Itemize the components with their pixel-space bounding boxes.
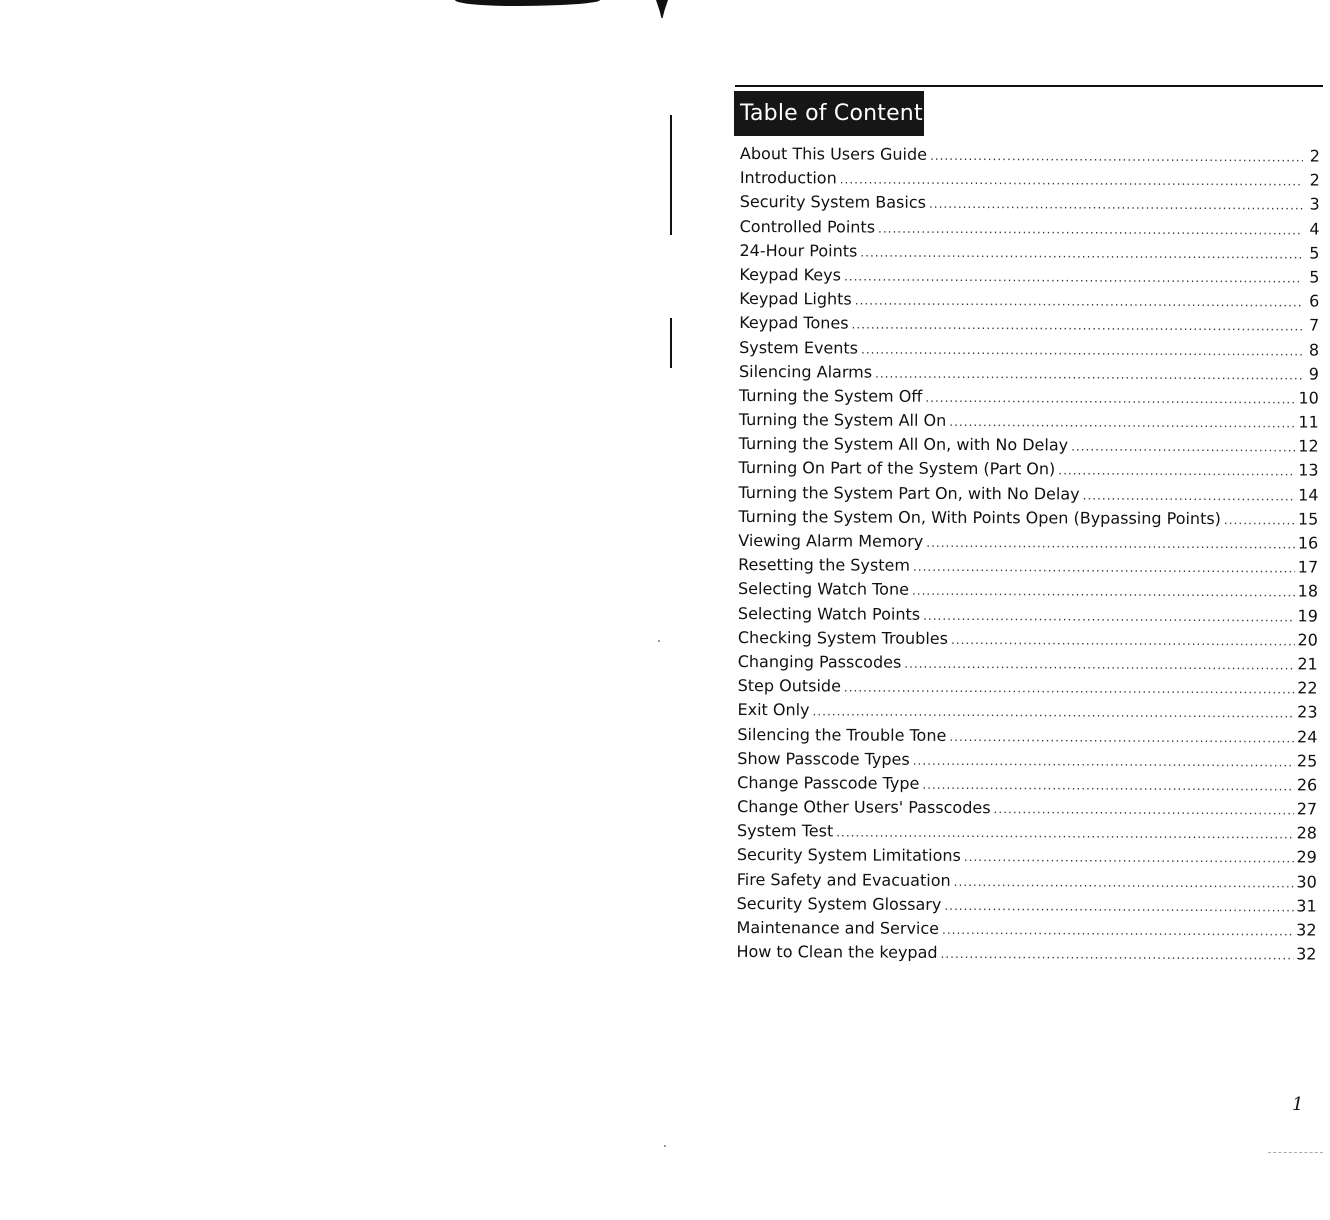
toc-entry-page: 29 (1296, 847, 1317, 867)
toc-entry (737, 747, 1317, 774)
toc-header-rule (735, 85, 1323, 87)
toc-dot-leader (923, 603, 1295, 629)
toc-entry-label: Security System Glossary (736, 893, 942, 914)
toc-entry-page: 32 (1296, 920, 1317, 940)
toc-entry-page: 13 (1298, 460, 1319, 480)
toc-entry-page: 17 (1297, 557, 1319, 577)
toc-entry (738, 602, 1318, 629)
toc-entry-label: 24-Hour Points (739, 240, 858, 261)
toc-entry (737, 819, 1317, 846)
toc-dot-leader (930, 144, 1303, 170)
toc-entry-label: System Test (736, 821, 834, 841)
scan-artifact-dot (658, 640, 660, 642)
toc-entry (739, 384, 1319, 411)
toc-entry-page: 11 (1298, 412, 1319, 432)
toc-list (736, 142, 1320, 967)
toc-entry-label: Selecting Watch Points (737, 603, 921, 624)
toc-entry-label: Turning the System On, With Points Open (Bypassing Points) (738, 506, 1221, 528)
toc-entry-page: 26 (1296, 775, 1318, 795)
toc-dot-leader (929, 192, 1303, 218)
toc-entry-page: 18 (1297, 581, 1319, 601)
toc-entry (738, 505, 1318, 532)
toc-entry (739, 335, 1319, 362)
toc-entry-label: Silencing Alarms (738, 361, 873, 382)
toc-entry-label: Silencing the Trouble Tone (737, 724, 947, 745)
toc-entry-label: Controlled Points (739, 216, 876, 237)
toc-dot-leader (1083, 483, 1296, 508)
scan-artifact-vertical-line (670, 115, 672, 235)
toc-entry (737, 722, 1317, 749)
toc-dot-leader (942, 918, 1293, 944)
toc-dot-leader (878, 216, 1303, 242)
toc-entry-label: Keypad Lights (739, 289, 852, 309)
scan-artifact-dot (664, 1145, 666, 1147)
toc-entry-page: 7 (1308, 315, 1320, 335)
toc-entry-page: 23 (1297, 702, 1318, 722)
scan-artifact-top-bar (455, 0, 600, 6)
toc-entry (737, 868, 1317, 895)
toc-dot-leader (855, 289, 1303, 315)
toc-dot-leader (1071, 435, 1295, 460)
toc-entry-label: Turning the System Off (738, 385, 923, 406)
toc-entry (737, 698, 1317, 725)
toc-entry-label: Security System Limitations (736, 845, 961, 866)
toc-entry (739, 311, 1319, 338)
toc-entry (739, 456, 1319, 483)
toc-entry-page: 32 (1296, 944, 1317, 964)
toc-dot-leader (904, 652, 1294, 678)
toc-dot-leader (926, 531, 1295, 557)
toc-entry (739, 239, 1319, 266)
toc-entry-label: Turning On Part of the System (Part On) (738, 458, 1056, 479)
toc-entry-page: 9 (1308, 364, 1320, 384)
toc-entry-page: 2 (1309, 146, 1320, 166)
toc-entry (739, 287, 1319, 314)
toc-entry (738, 626, 1318, 653)
toc-entry-label: Turning the System All On, with No Delay (738, 434, 1069, 455)
toc-dot-leader (922, 773, 1294, 799)
toc-entry-page: 3 (1309, 194, 1320, 214)
page-title: Table of Contents (734, 91, 924, 136)
toc-entry (739, 263, 1319, 290)
toc-entry-label: Checking System Troubles (737, 627, 949, 648)
toc-dot-leader (844, 264, 1303, 290)
toc-entry-page: 2 (1309, 170, 1320, 190)
toc-dot-leader (913, 555, 1295, 581)
toc-entry-label: Viewing Alarm Memory (738, 530, 924, 551)
toc-dot-leader (860, 240, 1302, 266)
toc-entry-page: 21 (1297, 654, 1318, 674)
toc-entry (740, 142, 1320, 169)
toc-entry (737, 843, 1317, 870)
scan-artifact-dash (1268, 1152, 1323, 1153)
toc-entry-label: Keypad Tones (739, 313, 849, 333)
toc-dot-leader (812, 700, 1294, 726)
toc-entry-page: 5 (1309, 243, 1320, 263)
toc-dot-leader (964, 845, 1294, 871)
toc-entry (738, 650, 1318, 677)
toc-entry-label: Selecting Watch Tone (738, 579, 910, 600)
toc-entry-page: 6 (1309, 291, 1320, 311)
toc-entry-page: 25 (1296, 751, 1318, 771)
toc-entry-page: 24 (1297, 726, 1318, 747)
toc-dot-leader (1058, 459, 1295, 484)
toc-dot-leader (844, 676, 1294, 702)
toc-entry-label: How to Clean the keypad (736, 942, 938, 963)
toc-entry (736, 940, 1316, 967)
toc-entry-page: 27 (1296, 799, 1318, 819)
toc-dot-leader (1224, 508, 1295, 533)
toc-entry (737, 892, 1317, 919)
page-number: 1 (1292, 1094, 1304, 1115)
toc-entry-label: Step Outside (737, 676, 841, 696)
toc-dot-leader (836, 821, 1293, 847)
toc-entry-page: 8 (1308, 339, 1320, 360)
toc-entry (737, 916, 1317, 943)
toc-entry-label: Change Other Users' Passcodes (737, 797, 991, 818)
toc-entry-page: 19 (1297, 606, 1318, 626)
toc-dot-leader (913, 748, 1294, 774)
scan-artifact-top-mark (656, 0, 668, 18)
toc-dot-leader (954, 870, 1294, 896)
toc-entry-page: 22 (1297, 678, 1318, 698)
toc-entry-label: Changing Passcodes (737, 651, 902, 672)
toc-dot-leader (994, 797, 1294, 823)
toc-entry-label: About This Users Guide (739, 143, 928, 164)
toc-entry-label: Security System Basics (739, 192, 927, 213)
toc-entry-page: 5 (1309, 267, 1320, 287)
toc-entry (740, 190, 1320, 217)
toc-entry-page: 15 (1297, 509, 1319, 529)
toc-entry (738, 529, 1318, 556)
toc-dot-leader (925, 386, 1295, 412)
toc-dot-leader (840, 168, 1303, 194)
toc-entry (738, 577, 1318, 604)
toc-entry (740, 215, 1320, 242)
toc-entry (738, 553, 1318, 580)
toc-dot-leader (949, 724, 1294, 750)
toc-entry-page: 4 (1309, 219, 1320, 239)
toc-entry-label: Show Passcode Types (737, 748, 910, 769)
toc-entry-label: Turning the System Part On, with No Delay (738, 482, 1080, 504)
toc-entry-label: Introduction (739, 168, 837, 188)
toc-entry (739, 432, 1319, 459)
toc-entry-page: 31 (1296, 896, 1317, 916)
toc-dot-leader (941, 942, 1294, 968)
toc-entry (738, 481, 1318, 508)
toc-dot-leader (944, 894, 1293, 920)
toc-entry-label: Fire Safety and Evacuation (736, 869, 951, 890)
toc-entry-page: 16 (1297, 533, 1319, 553)
toc-entry-label: Change Passcode Type (737, 772, 920, 793)
toc-entry-page: 30 (1296, 872, 1317, 892)
toc-entry-label: Maintenance and Service (736, 917, 940, 938)
toc-entry (737, 795, 1317, 822)
toc-dot-leader (875, 361, 1302, 387)
toc-entry (739, 408, 1319, 435)
toc-entry (740, 166, 1320, 193)
toc-entry-page: 20 (1297, 630, 1318, 650)
toc-entry-page: 12 (1298, 436, 1319, 456)
toc-dot-leader (861, 337, 1302, 363)
toc-dot-leader (949, 410, 1295, 436)
toc-dot-leader (912, 579, 1295, 605)
toc-entry (738, 674, 1318, 701)
toc-entry-page: 28 (1296, 823, 1318, 843)
toc-entry-label: Turning the System All On (738, 410, 947, 430)
toc-entry-label: System Events (739, 337, 859, 358)
toc-entry-label: Exit Only (737, 700, 810, 720)
toc-entry-page: 10 (1298, 388, 1319, 408)
toc-entry-label: Keypad Keys (739, 264, 842, 285)
toc-entry (739, 360, 1319, 387)
toc-entry-page: 14 (1298, 485, 1319, 505)
toc-dot-leader (951, 628, 1295, 654)
scan-artifact-vertical-line (670, 318, 672, 368)
toc-entry (737, 771, 1317, 798)
toc-dot-leader (852, 313, 1303, 339)
toc-entry-label: Resetting the System (738, 555, 911, 575)
